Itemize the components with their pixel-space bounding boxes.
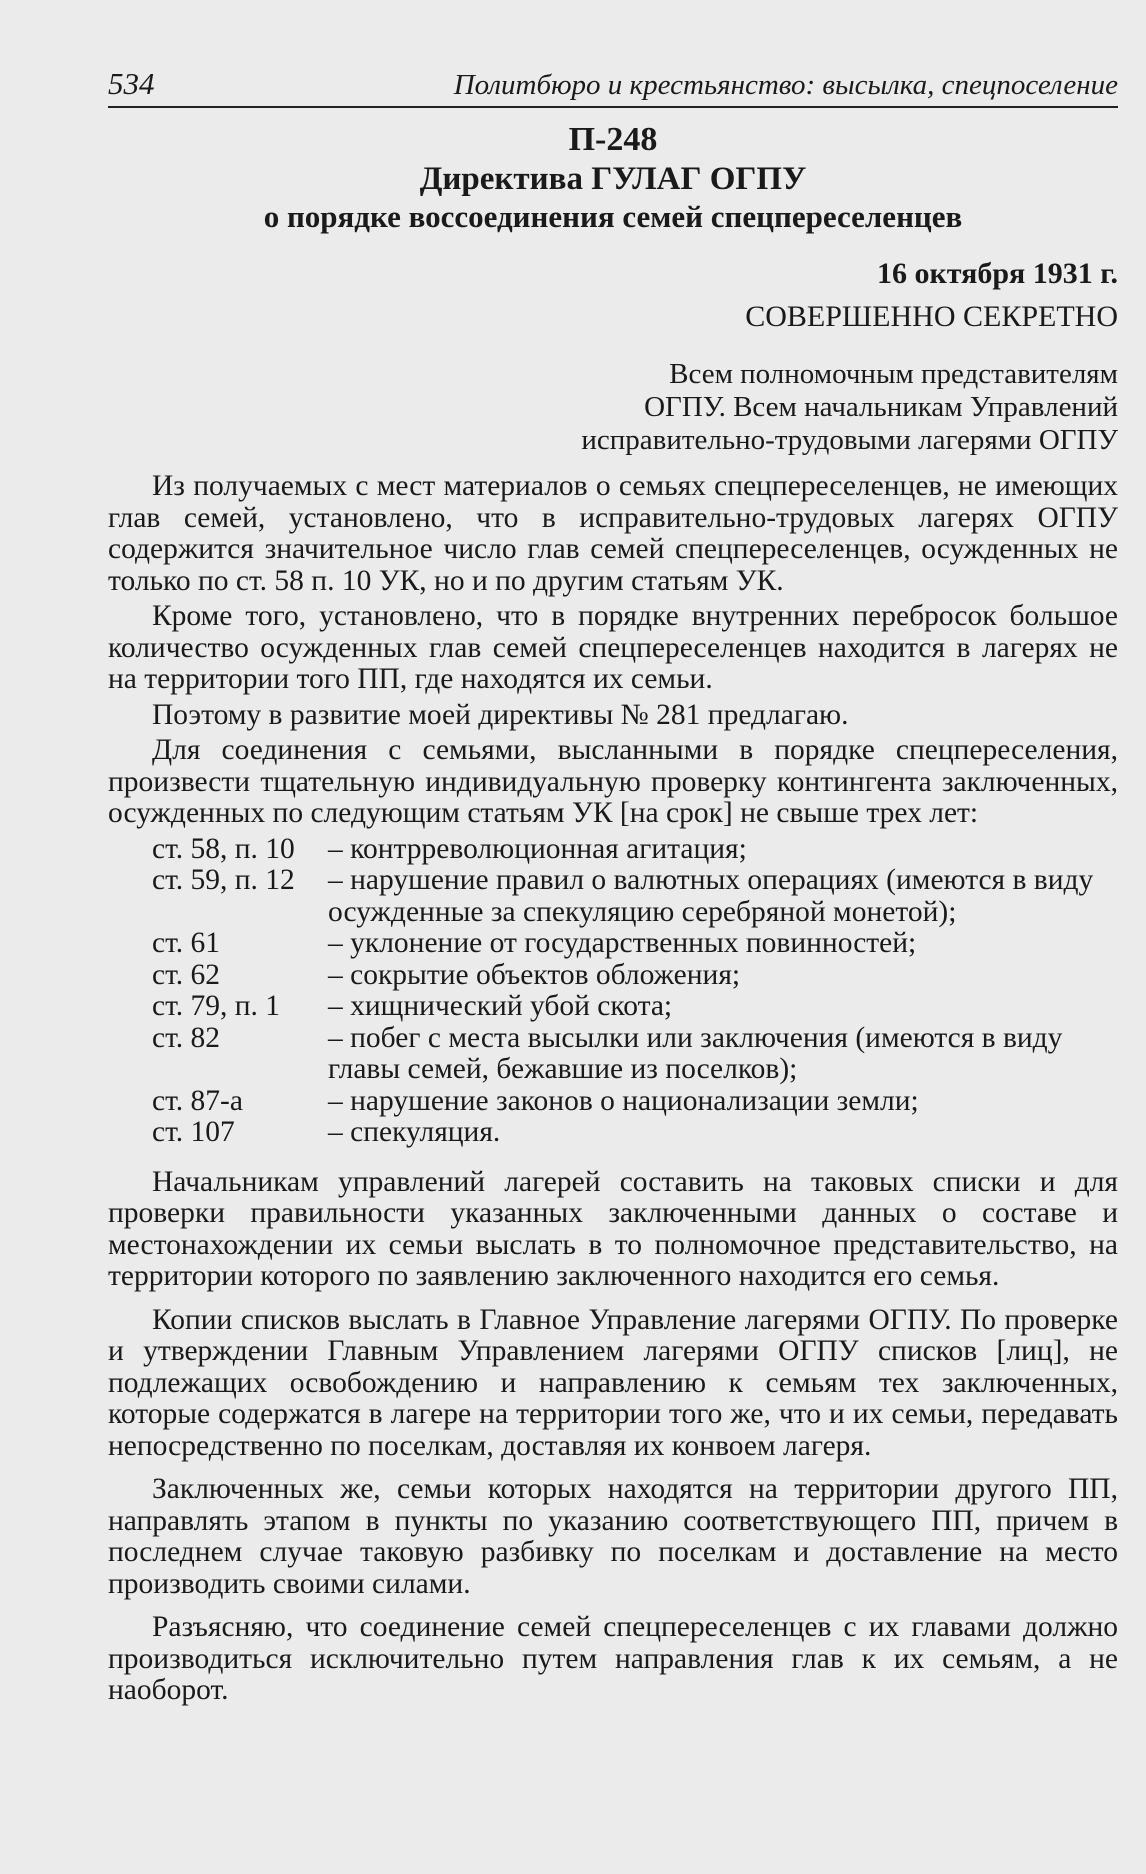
document-number: П-248 (568, 121, 658, 158)
article-item (152, 960, 1118, 992)
article-desc: – побег с места высылки или заключения (имеются в виду главы семей, бежавшие из поселков); (328, 1021, 1063, 1085)
closing-section (108, 1167, 1118, 1707)
article-ref: ст. 107 (152, 1116, 235, 1148)
secrecy-stamp: СОВЕРШЕННО СЕКРЕТНО (745, 300, 1118, 333)
body-paragraph: Поэтому в развитие моей директивы № 281 предлагаю. (152, 698, 849, 731)
body-paragraph: Начальникам управлений лагерей составить на таковых списки и для проверки правильности указанных заключенными данных о составе и местонахождении их семьи выслать в то полномочное представительство, на территории которого по заявлению заключенного находится его семья. (108, 1165, 1118, 1292)
body-paragraph: Заключенных же, семьи которых находятся на территории другого ПП, направлять этапом в пункты по указанию соответствующего ПП, причем в последнем случае таковую разбивку по поселкам и доставление на место производить своими силами. (108, 1473, 1118, 1600)
article-desc: – контрреволюционная агитация; (328, 832, 747, 865)
article-item (152, 834, 1118, 866)
body-paragraph: Из получаемых с мест материалов о семьях спецпереселенцев, не имеющих глав семей, установлено, что в исправительно-трудовых лагерях ОГПУ содержится значительное число глав семей спецпереселенцев, осужденных не только по ст. 58 п. 10 УК, но и по другим статьям УК. (108, 470, 1118, 597)
article-ref: ст. 62 (152, 958, 221, 991)
document-subtitle: о порядке воссоединения семей спецпереселенцев (263, 199, 963, 234)
article-desc: – сокрытие объектов обложения; (328, 958, 741, 991)
article-desc: – нарушение правил о валютных операциях (имеются в виду осужденные за спекуляцию серебряной монетой); (328, 864, 1094, 928)
article-desc: – нарушение законов о национализации земли; (328, 1084, 919, 1117)
recipient-line: ОГПУ. Всем начальникам Управлений (644, 391, 1118, 423)
article-ref: ст. 87-а (152, 1084, 243, 1117)
articles-list (152, 834, 1118, 1149)
article-item (152, 1086, 1118, 1118)
body-paragraph: Копии списков выслать в Главное Управление лагерями ОГПУ. По проверке и утверждении Главным Управлением лагерями ОГПУ списков [лиц], не подлежащих освобождению и направлению к семьям тех заключенных, которые содержатся в лагере на территории того же, что и их семьи, передавать непосредственно по поселкам, доставляя их конвоем лагеря. (108, 1303, 1118, 1462)
article-item (152, 1023, 1118, 1086)
article-item (152, 928, 1118, 960)
page-number: 534 (108, 66, 155, 101)
body-paragraph: Для соединения с семьями, высланными в порядке спецпереселения, произвести тщательную индивидуальную проверку контингента заключенных, осужденных по следующим статьям УК [на срок] не свыше трех лет: (108, 734, 1118, 829)
article-ref: ст. 58, п. 10 (152, 832, 295, 865)
document-heading (108, 120, 1118, 236)
document-date: 16 октября 1931 г. (876, 257, 1118, 290)
article-ref: ст. 61 (152, 927, 221, 959)
article-item (152, 865, 1118, 928)
recipient-line: исправительно-трудовыми лагерями ОГПУ (581, 424, 1118, 456)
article-ref: ст. 82 (152, 1021, 221, 1054)
running-head (108, 66, 1118, 108)
recipients-block (108, 358, 1118, 457)
article-desc: – спекуляция. (328, 1116, 501, 1148)
body-paragraph: Разъясняю, что соединение семей спецпереселенцев с их главами должно производиться исключительно путем направления глав к их семьям, а не наоборот. (108, 1611, 1118, 1706)
article-item (152, 991, 1118, 1023)
article-desc: – уклонение от государственных повинностей; (328, 927, 917, 959)
article-ref: ст. 59, п. 12 (152, 864, 295, 896)
running-title: Политбюро и крестьянство: высылка, спецпоселение (453, 69, 1118, 101)
document-body (108, 471, 1118, 830)
document-title: Директива ГУЛАГ ОГПУ (419, 161, 807, 197)
article-desc: – хищнический убой скота; (328, 990, 673, 1022)
body-paragraph: Кроме того, установлено, что в порядке внутренних перебросок большое количество осужденных глав семей спецпереселенцев находится в лагерях не на территории того ПП, где находятся их семьи. (108, 600, 1118, 695)
recipient-line: Всем полномочным представителям (669, 358, 1118, 390)
article-ref: ст. 79, п. 1 (152, 990, 281, 1022)
article-item (152, 1117, 1118, 1149)
